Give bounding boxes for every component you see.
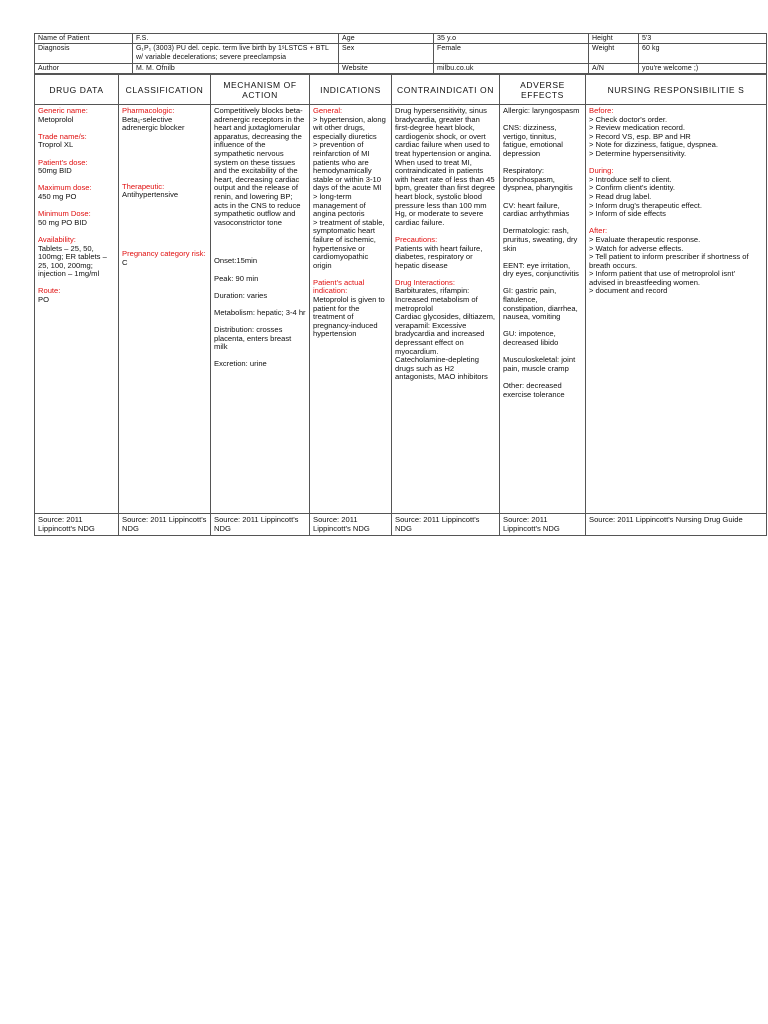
during-list: > Introduce self to client. > Confirm client's identity. > Read drug label. > Inform drug's therapeutic effect. > Inform of side effects	[589, 174, 702, 219]
actual-indication-label: Patient's actual indication:	[313, 277, 367, 296]
pharmacologic-label: Pharmacologic:	[122, 106, 175, 115]
general-label: General:	[313, 106, 343, 115]
after-label: After:	[589, 226, 608, 236]
therapeutic: Antihypertensive	[122, 190, 179, 200]
precautions: Patients with heart failure, diabetes, respiratory or hepatic disease	[395, 243, 485, 270]
header-nursing: NURSING RESPONSIBILITIE S	[586, 75, 767, 105]
label-author: Author	[35, 64, 133, 74]
value-weight: 60 kg	[639, 44, 767, 64]
peak: Peak: 90 min	[214, 273, 259, 283]
label-height: Height	[589, 34, 639, 44]
adverse-respiratory: Respiratory: bronchospasm, dyspnea, pharyngitis	[503, 166, 573, 193]
label-an: A/N	[589, 64, 639, 74]
pregnancy-category-label: Pregnancy category risk:	[122, 248, 206, 258]
value-an: you're welcome ;)	[639, 64, 767, 74]
trade-name-label: Trade name/s:	[38, 131, 87, 141]
value-sex: Female	[434, 44, 589, 64]
distribution: Distribution: crosses placenta, enters breast milk	[214, 325, 294, 352]
drug-study-table	[34, 74, 767, 536]
min-dose: 50 mg PO BID	[38, 217, 87, 227]
generic-name-label: Generic name:	[38, 106, 88, 115]
source-indications: Source: 2011 Lippincott's NDG	[310, 514, 392, 536]
after-list: > Evaluate therapeutic response. > Watch for adverse effects. > Tell patient to inform prescriber if shortness of breath occurs. > Inform patient that use of metroprolol isnt' advised in breastfeeding women. > document and record	[589, 234, 749, 296]
precautions-label: Precautions:	[395, 234, 438, 244]
source-drug-data: Source: 2011 Lippincott's NDG	[35, 514, 119, 536]
cell-contraindication	[392, 105, 500, 514]
contraindication-text: Drug hypersensitivity, sinus bradycardia, greater than first-degree heart block, cardiogenix shock, or overt cardiac failure when used to treat hypertension or angina. When used to treat MI, contraindicated in patients with heart rate of less than 45 bpm, greater than first degree heart block, systolic blood pressure less than 100 mm Hg, or moderate to severe cardiac failure.	[395, 106, 498, 227]
cell-classification	[119, 105, 211, 514]
header-indications: INDICATIONS	[310, 75, 392, 105]
adverse-cns: CNS: dizziness, vertigo, tinnitus, fatigue, emotional depression	[503, 123, 566, 158]
therapeutic-label: Therapeutic:	[122, 181, 165, 191]
label-sex: Sex	[339, 44, 434, 64]
value-height: 5'3	[639, 34, 767, 44]
header-adverse-effects: ADVERSE EFFECTS	[500, 75, 586, 105]
source-mechanism: Source: 2011 Lippincott's NDG	[211, 514, 310, 536]
source-classification: Source: 2011 Lippincott's NDG	[119, 514, 211, 536]
pregnancy-category-value: C	[122, 248, 208, 267]
source-adverse-effects: Source: 2011 Lippincott's NDG	[500, 514, 586, 536]
source-row	[35, 514, 767, 536]
label-diagnosis: Diagnosis	[35, 44, 133, 64]
header-contraindication: CONTRAINDICATI ON	[392, 75, 500, 105]
info-row-author	[35, 64, 767, 74]
during-label: During:	[589, 166, 614, 176]
adverse-gu: GU: impotence, decreased libido	[503, 329, 559, 348]
header-classification: CLASSIFICATION	[119, 75, 211, 105]
availability-label: Availability:	[38, 234, 76, 244]
label-age: Age	[339, 34, 434, 44]
patient-dose-label: Patient's dose:	[38, 157, 88, 167]
pregnancy-category	[122, 250, 207, 267]
content-row	[35, 105, 767, 514]
source-contraindication: Source: 2011 Lippincott's NDG	[392, 514, 500, 536]
max-dose: 450 mg PO	[38, 191, 77, 201]
header-drug-data: DRUG DATA	[35, 75, 119, 105]
general-indications: > hypertension, along wit other drugs, especially diuretics > prevention of reinfarction of MI patients who are hemodynamically stable or within 3-10 days of the acute MI > long-term management of angina pectoris > treatment of stable, symptomatic heart failure of ischemic, hypertensive or cardiomyopathic origin	[313, 114, 386, 270]
route: PO	[38, 295, 49, 305]
value-age: 35 y.o	[434, 34, 589, 44]
info-row-name	[35, 34, 767, 44]
cell-adverse-effects	[500, 105, 586, 514]
trade-name: Troprol XL	[38, 140, 74, 150]
before-list: > Check doctor's order. > Review medication record. > Record VS, esp. BP and HR > Note for dizziness, fatigue, dyspnea. > Determine hypersensitivity.	[589, 114, 718, 158]
drug-study-document	[34, 33, 766, 536]
adverse-other: Other: decreased exercise tolerance	[503, 381, 565, 399]
generic-name: Metoprolol	[38, 114, 74, 124]
adverse-cv: CV: heart failure, cardiac arrhythmias	[503, 200, 570, 219]
label-website: Website	[339, 64, 434, 74]
value-patient-name: F.S.	[133, 34, 339, 44]
info-row-diagnosis	[35, 44, 767, 64]
drug-interactions: Barbiturates, rifampin: Increased metabolism of metroprolol Cardiac glycosides, diltiazem, verapamil: Excessive bradycardia and increased depressant effect on myocardium. Catecholamine-depleting drugs such as H2 antagonists, MAO inhibitors	[395, 286, 496, 382]
value-website[interactable]: milbu.co.uk	[434, 64, 589, 74]
patient-info-table	[34, 33, 767, 74]
max-dose-label: Maximum dose:	[38, 183, 92, 193]
excretion: Excretion: urine	[214, 359, 267, 369]
adverse-eent: EENT: eye irritation, dry eyes, conjunctivitis	[503, 260, 579, 279]
onset: Onset:15min	[214, 256, 258, 266]
availability: Tablets – 25, 50, 100mg; ER tablets – 25, 100, 200mg; injection – 1mg/ml	[38, 243, 109, 279]
cell-nursing	[586, 105, 767, 514]
label-weight: Weight	[589, 44, 639, 64]
pharmacologic: Beta₁-selective adrenergic blocker	[122, 114, 185, 133]
actual-indication: Metoprolol is given to patient for the treatment of pregnancy-induced hypertension	[313, 295, 387, 339]
label-patient-name: Name of Patient	[35, 34, 133, 44]
cell-drug-data	[35, 105, 119, 514]
value-author: M. M. Ofnilb	[133, 64, 339, 74]
adverse-gi: GI: gastric pain, flatulence, constipation, diarrhea, nausea, vomiting	[503, 286, 580, 322]
adverse-musculoskeletal: Musculoskeletal: joint pain, muscle cramp	[503, 355, 578, 373]
header-row	[35, 75, 767, 105]
adverse-allergic: Allergic: laryngospasm	[503, 106, 580, 115]
route-label: Route:	[38, 286, 61, 296]
metabolism: Metabolism: hepatic; 3-4 hr	[214, 307, 306, 317]
value-diagnosis: G₁P₁ (3003) PU del. cepic. term live birth by 1ˢLSTCS + BTL w/ variable decelerations; severe preeclampsia	[133, 44, 339, 64]
drug-interactions-label: Drug Interactions:	[395, 277, 455, 287]
cell-mechanism	[211, 105, 310, 514]
mechanism-text: Competitively blocks beta-adrenergic receptors in the heart and juxtaglomerular apparatus, decreasing the influence of the sympathetic nervous system on these tissues and the excitability of the heart, decreasing cardiac output and the release of renin, and lowering BP; acts in the CNS to reduce sympathetic outflow and vasoconstrictor tone	[214, 106, 307, 227]
adverse-dermatologic: Dermatologic: rash, pruritus, sweating, dry skin	[503, 226, 580, 253]
patient-dose: 50mg BID	[38, 166, 72, 176]
before-label: Before:	[589, 106, 614, 115]
cell-indications	[310, 105, 392, 514]
min-dose-label: Minimum Dose:	[38, 209, 91, 219]
header-mechanism: MECHANISM OF ACTION	[211, 75, 310, 105]
duration: Duration: varies	[214, 290, 268, 300]
source-nursing: Source: 2011 Lippincott's Nursing Drug Guide	[586, 514, 767, 536]
